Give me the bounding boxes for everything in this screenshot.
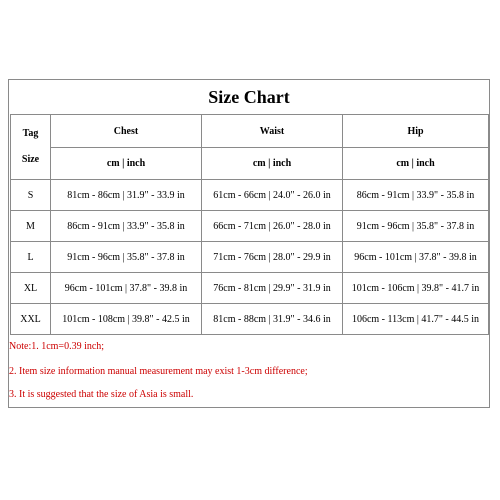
chart-title: Size Chart xyxy=(208,86,290,107)
size-table xyxy=(10,114,489,335)
tag-label: Tag xyxy=(22,128,39,139)
waist-cell: 81cm - 88cm | 31.9" - 34.6 in xyxy=(202,304,343,335)
chest-cell: 91cm - 96cm | 35.8" - 37.8 in xyxy=(51,242,202,273)
size-chart xyxy=(8,79,490,408)
table-row xyxy=(11,211,489,242)
waist-cell: 71cm - 76cm | 28.0" - 29.9 in xyxy=(202,242,343,273)
chest-cell: 101cm - 108cm | 39.8" - 42.5 in xyxy=(51,304,202,335)
size-cell: XL xyxy=(11,273,51,304)
chest-cell: 86cm - 91cm | 33.9" - 35.8 in xyxy=(51,211,202,242)
table-row xyxy=(11,304,489,335)
header-row xyxy=(11,115,489,148)
waist-cell: 61cm - 66cm | 24.0" - 26.0 in xyxy=(202,180,343,211)
waist-cell: 66cm - 71cm | 26.0" - 28.0 in xyxy=(202,211,343,242)
hip-cell: 96cm - 101cm | 37.8" - 39.8 in xyxy=(343,242,489,273)
chest-units: cm | inch xyxy=(51,148,202,180)
chest-header: Chest xyxy=(51,115,202,148)
chest-cell: 81cm - 86cm | 31.9" - 33.9 in xyxy=(51,180,202,211)
hip-cell: 86cm - 91cm | 33.9" - 35.8 in xyxy=(343,180,489,211)
note-1: Note:1. 1cm=0.39 inch; xyxy=(9,341,105,352)
waist-units: cm | inch xyxy=(202,148,343,180)
table-row xyxy=(11,180,489,211)
size-cell: M xyxy=(11,211,51,242)
hip-cell: 101cm - 106cm | 39.8" - 41.7 in xyxy=(343,273,489,304)
hip-header: Hip xyxy=(343,115,489,148)
units-row xyxy=(11,148,489,180)
hip-cell: 106cm - 113cm | 41.7" - 44.5 in xyxy=(343,304,489,335)
size-cell: L xyxy=(11,242,51,273)
size-cell: S xyxy=(11,180,51,211)
size-label: Size xyxy=(21,154,40,165)
hip-units: cm | inch xyxy=(343,148,489,180)
chest-cell: 96cm - 101cm | 37.8" - 39.8 in xyxy=(51,273,202,304)
note-3: 3. It is suggested that the size of Asia is small. xyxy=(9,389,194,400)
note-2: 2. Item size information manual measurement may exist 1-3cm difference; xyxy=(9,366,308,377)
hip-cell: 91cm - 96cm | 35.8" - 37.8 in xyxy=(343,211,489,242)
waist-cell: 76cm - 81cm | 29.9" - 31.9 in xyxy=(202,273,343,304)
tag-size-header xyxy=(11,115,51,180)
table-row xyxy=(11,273,489,304)
table-row xyxy=(11,242,489,273)
waist-header: Waist xyxy=(202,115,343,148)
size-cell: XXL xyxy=(11,304,51,335)
